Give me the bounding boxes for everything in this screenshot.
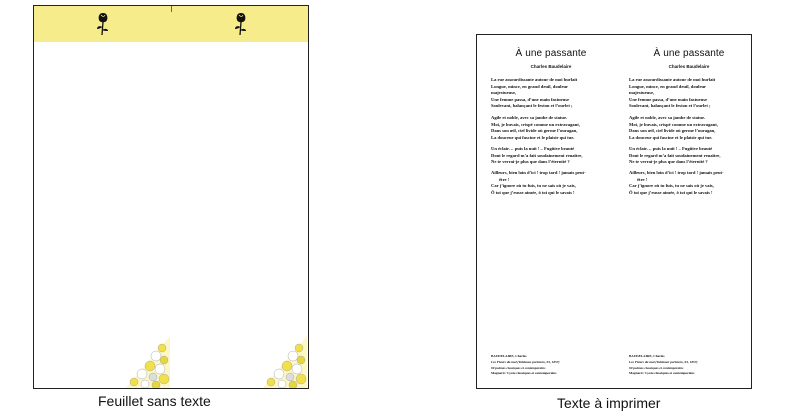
poem-author: Charles Baudelaire (530, 64, 572, 69)
verse-line: Agile et noble, avec sa jambe de statue. (491, 115, 568, 120)
stanza (629, 77, 755, 110)
verse-line: Ô toi que j’eusse aimée, ô toi qui le savais ! (629, 189, 713, 195)
verse-line: Ailleurs, bien loin d’ici ! trop tard ! jamais peut- (629, 170, 724, 175)
verse-line: La rue assourdissante autour de moi hurlait (491, 77, 578, 82)
verse-line: Une femme passa, d’une main fastueuse (491, 96, 570, 102)
poem-column (491, 35, 623, 388)
verse-line: Agile et noble, avec sa jambe de statue. (629, 115, 706, 120)
poem-title: À une passante (515, 48, 587, 59)
blank-sheet (33, 5, 309, 389)
verse-line: Longue, mince, en grand deuil, douleur (629, 83, 707, 89)
verse-line: être ! (499, 176, 510, 182)
source-work: Les Fleurs du mal (Tableaux parisiens, 93, 1857) (629, 359, 698, 364)
right-sheet-caption: Texte à imprimer (557, 395, 661, 411)
verse-line: Ô toi que j’eusse aimée, ô toi qui le savais ! (491, 189, 575, 195)
verse-line: Ne te verrai-je plus que dans l’éternité ? (629, 159, 708, 165)
stanza (491, 170, 617, 196)
verse-line: être ! (637, 176, 648, 182)
stanza (491, 115, 617, 141)
verse-line: Dont le regard m’a fait soudainement renaître, (629, 152, 721, 158)
verse-line: Ne te verrai-je plus que dans l’éternité ? (491, 159, 570, 165)
verse-line: Une femme passa, d’une main fastueuse (629, 96, 708, 102)
source-anthology: 90 poèmes classiques et contemporains (629, 365, 684, 370)
poem-title: À une passante (653, 48, 725, 59)
poem-column (629, 35, 761, 388)
stanza (629, 115, 755, 141)
verse-line: Un éclair… puis la nuit ! – Fugitive beauté (491, 146, 575, 151)
left-sheet-caption: Feuillet sans texte (98, 393, 211, 409)
verse-line: Soulevant, balançant le feston et l’ourlet ; (629, 103, 711, 109)
verse-line: Longue, mince, en grand deuil, douleur (491, 83, 569, 89)
verse-line: Un éclair… puis la nuit ! – Fugitive beauté (629, 146, 713, 151)
verse-line: Ailleurs, bien loin d’ici ! trop tard ! jamais peut- (491, 170, 586, 175)
verse-line: La douceur qui fascine et le plaisir qui tue. (629, 134, 713, 140)
stanza (629, 146, 755, 166)
verse-line: Dont le regard m’a fait soudainement renaître, (491, 152, 583, 158)
source-reference (629, 354, 755, 377)
verse-line: La rue assourdissante autour de moi hurlait (629, 77, 716, 82)
source-anthology: 90 poèmes classiques et contemporains (491, 365, 546, 370)
source-work: Les Fleurs du mal (Tableaux parisiens, 93, 1857) (491, 359, 560, 364)
verse-line: Moi, je buvais, crispé comme un extravagant, (629, 121, 718, 127)
verse-line: Car j’ignore où tu fuis, tu ne sais où je vais, (629, 183, 714, 189)
stanza (491, 77, 617, 110)
flower-cluster-icon (263, 336, 307, 388)
source-reference (491, 354, 617, 377)
verse-line: La douceur qui fascine et le plaisir qui tue. (491, 134, 575, 140)
verse-line: Moi, je buvais, crispé comme un extravagant, (491, 121, 580, 127)
source-publisher: Magnard / Lycée classiques et contemporains (491, 371, 557, 376)
rose-icon (95, 11, 111, 37)
verse-line: Dans son œil, ciel livide où germe l’ouragan, (629, 128, 716, 134)
verse-line: majestueuse, (491, 90, 517, 96)
text-sheet (476, 34, 752, 389)
fold-mark (171, 6, 172, 12)
source-author: BAUDELAIRE, Charles (629, 354, 665, 358)
source-publisher: Magnard / Lycée classiques et contemporains (629, 371, 695, 376)
rose-icon (233, 11, 249, 37)
flower-cluster-icon (126, 336, 170, 388)
poem-author: Charles Baudelaire (668, 64, 710, 69)
source-author: BAUDELAIRE, Charles (491, 354, 527, 358)
verse-line: Soulevant, balançant le feston et l’ourlet ; (491, 103, 573, 109)
stanza (629, 170, 755, 196)
verse-line: majestueuse, (629, 90, 655, 96)
verse-line: Car j’ignore où tu fuis, tu ne sais où je vais, (491, 183, 576, 189)
stanza (491, 146, 617, 166)
verse-line: Dans son œil, ciel livide où germe l’ouragan, (491, 128, 578, 134)
